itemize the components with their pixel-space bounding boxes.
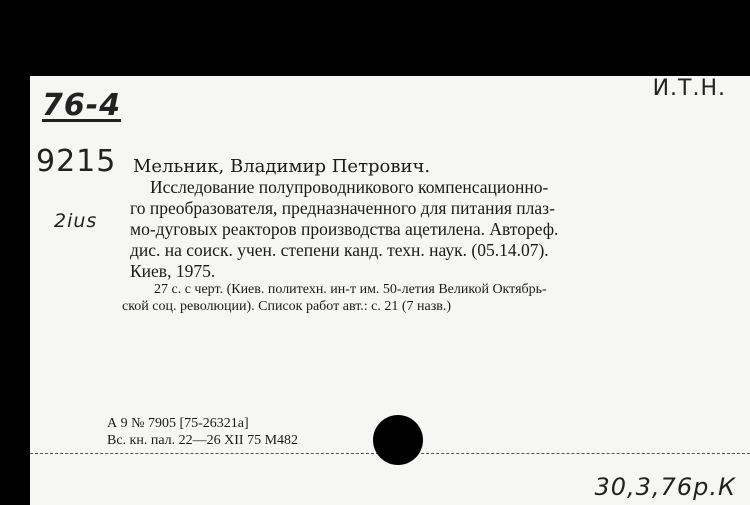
- author-heading: Мельник, Владимир Петрович.: [133, 156, 431, 177]
- collation-line: 27 с. с черт. (Киев. политехн. ин-т им. 50-летия Великой Октябрь-: [154, 282, 547, 297]
- call-number: 76-4: [42, 88, 122, 123]
- description-line: Киев, 1975.: [130, 261, 216, 281]
- book-chamber-line: Вс. кн. пал. 22—26 XII 75 М482: [107, 433, 299, 448]
- punch-hole: [373, 415, 423, 465]
- handwritten-corner-mark: И.Т.Н.: [652, 76, 726, 101]
- inventory-number: 9215: [36, 144, 117, 179]
- description-line: Исследование полупроводникового компенсационно-: [150, 177, 549, 197]
- catalog-card: [30, 76, 750, 505]
- description-line: го преобразователя, предназначенного для питания плаз-: [130, 198, 555, 218]
- handwritten-side-mark: 2ius: [54, 210, 98, 232]
- description-line: мо-дуговых реакторов производства ацетилена. Автореф.: [130, 219, 559, 239]
- order-number: А 9 № 7905 [75-26321а]: [107, 416, 249, 431]
- handwritten-date: 30,3,76р.К: [594, 473, 736, 501]
- collation-note: [122, 281, 722, 315]
- description-line: дис. на соиск. учен. степени канд. техн. наук. (05.14.07).: [130, 240, 549, 260]
- title-description: [130, 177, 696, 282]
- collation-line: ской соц. революции). Список работ авт.: с. 21 (7 назв.): [122, 299, 452, 314]
